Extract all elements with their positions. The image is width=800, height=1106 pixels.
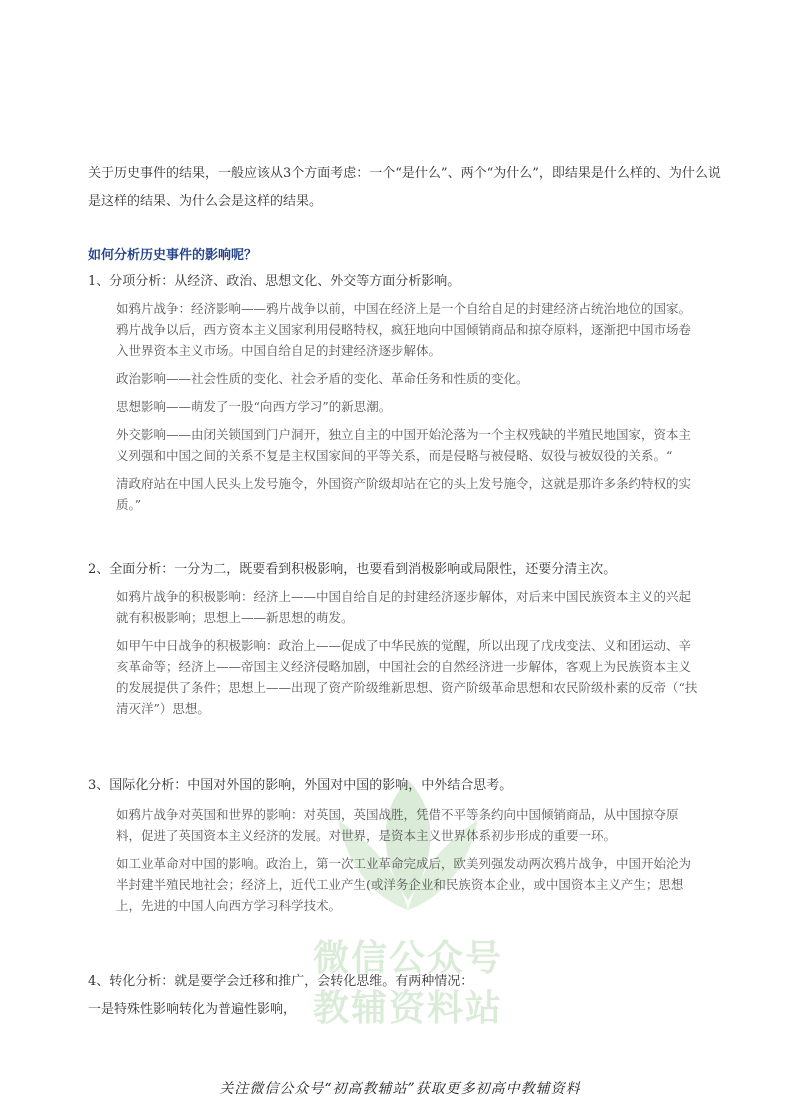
section-2-body	[116, 586, 700, 726]
section-2-title: 2、全面分析：一分为二，既要看到积极影响，也要看到消极影响或局限性，还要分清主次。	[88, 562, 617, 577]
section-1-title: 1、分项分析：从经济、政治、思想文化、外交等方面分析影响。	[88, 274, 461, 289]
section-2-para-1: 如鸦片战争的积极影响：经济上——中国自给自足的封建经济逐步解体，对后来中国民族资本主义的兴起就有积极影响；思想上——新思想的萌发。	[116, 589, 692, 625]
section-1-para-1: 如鸦片战争：经济影响——鸦片战争以前，中国在经济上是一个自给自足的封建经济占统治地位的国家。鸦片战争以后，西方资本主义国家利用侵略特权，疯狂地向中国倾销商品和掠夺原料，逐渐把中国市场卷入世界资本主义市场。中国自给自足的封建经济逐步解体。	[116, 301, 692, 358]
section-4-title: 4、转化分析：就是要学会迁移和推广，会转化思维。有两种情况：	[88, 974, 474, 989]
section-1-body	[116, 298, 700, 522]
footer-note: 关注微信公众号“初高教辅站”获取更多初高中教辅资料	[219, 1081, 581, 1097]
section-heading: 如何分析历史事件的影响呢？	[88, 248, 258, 263]
watermark-line-1: 微信公众号	[312, 938, 503, 979]
section-3-body	[116, 804, 700, 923]
section-2-para-2: 如甲午中日战争的积极影响：政治上——促成了中华民族的觉醒，所以出现了戊戌变法、义和团运动、辛亥革命等；经济上——帝国主义经济侵略加剧，中国社会的自然经济进一步解体，客观上为民族资本主义的发展提供了条件；思想上——出现了资产阶级维新思想、资产阶级革命思想和农民阶级朴素的反帝（“扶清灭洋”）思想。	[116, 638, 698, 716]
section-4-line: 一是特殊性影响转化为普遍性影响，	[88, 1002, 297, 1017]
watermark-line-2: 教辅资料站	[312, 988, 503, 1029]
section-1-para-2: 政治影响——社会性质的变化、社会矛盾的变化、革命任务和性质的变化。	[116, 371, 529, 386]
section-1-para-4: 外交影响——由闭关锁国到门户洞开，独立自主的中国开始沦落为一个主权残缺的半殖民地国家，资本主义列强和中国之间的关系不复是主权国家间的平等关系，而是侵略与被侵略、奴役与被奴役的关系。“	[116, 427, 692, 463]
section-3-title: 3、国际化分析：中国对外国的影响，外国对中国的影响，中外结合思考。	[88, 778, 513, 793]
section-1-para-5: 清政府站在中国人民头上发号施令，外国资产阶级却站在它的头上发号施令，这就是那许多条约特权的实质。”	[116, 476, 692, 512]
section-1-para-3: 思想影响——萌发了一股“向西方学习”的新思潮。	[116, 399, 392, 414]
intro-paragraph: 关于历史事件的结果，一般应该从3个方面考虑：一个“是什么”、两个“为什么”，即结果是什么样的、为什么说是这样的结果、为什么会是这样的结果。	[88, 166, 721, 209]
section-3-para-1: 如鸦片战争对英国和世界的影响：对英国，英国战胜，凭借不平等条约向中国倾销商品，从中国掠夺原料，促进了英国资本主义经济的发展。对世界，是资本主义世界体系初步形成的重要一环。	[116, 807, 679, 843]
section-3-para-2: 如工业革命对中国的影响。政治上，第一次工业革命完成后，欧美列强发动两次鸦片战争，中国开始沦为半封建半殖民地社会；经济上，近代工业产生(或洋务企业和民族资本企业，或中国资本主义产生；思想上，先进的中国人向西方学习科学技术。	[116, 856, 692, 913]
